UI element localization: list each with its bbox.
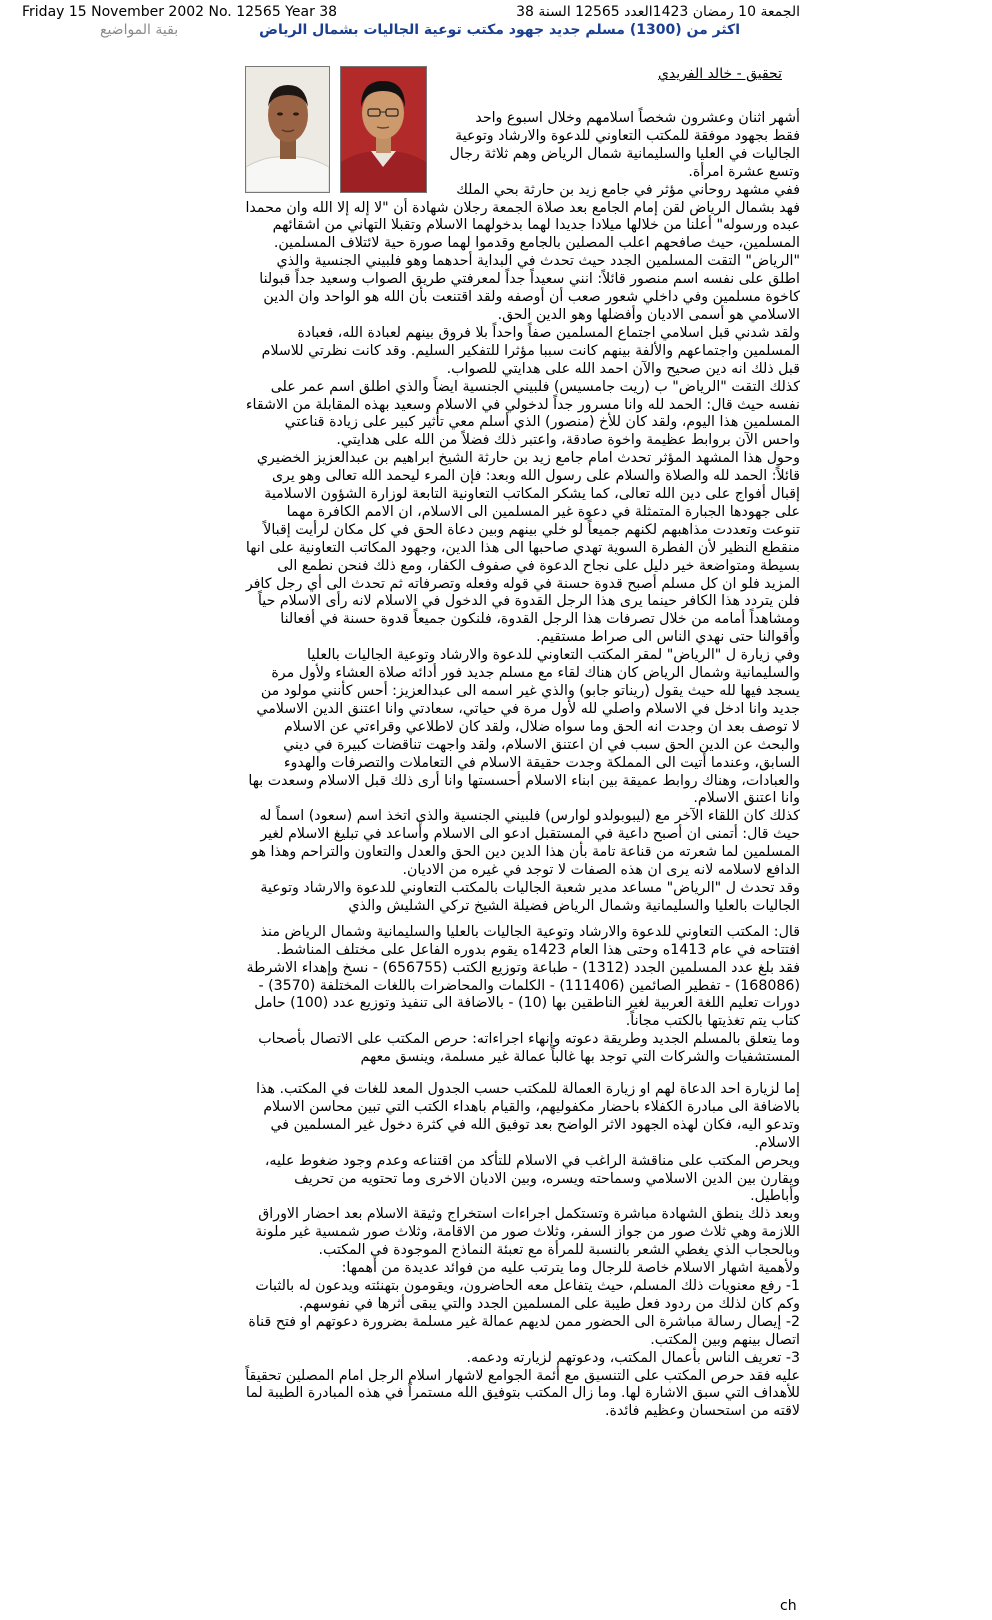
article-body <box>245 110 800 1421</box>
article-author: تحقيق - خالد الفريدي <box>657 66 782 82</box>
paragraph: ولأهمية اشهار الاسلام خاصة للرجال وما يترتب عليه من فوائد عديدة من أهمها: <box>341 1260 800 1277</box>
more-topics-link[interactable]: بقية المواضيع <box>100 22 179 38</box>
date-english: Friday 15 November 2002 No. 12565 Year 38 <box>22 4 338 20</box>
paragraph: إما لزيارة احد الدعاة لهم او زيارة العمالة للمكتب حسب الجدول المعد للغات في المكتب. هذا بالاضافة الى مبادرة الكفلاء باحضار مكفوليهم، والقيام باهداء الكتب التي تبين محاسن الاسلام وتدعو اليه، فكان لهذه الجهود الاثر الواضح بعد توفيق الله في كثرة دخول غير المسلمين في الاسلام. <box>256 1081 800 1151</box>
paragraph: فقد بلغ عدد المسلمين الجدد (1312) - طباعة وتوزيع الكتب (656755) - نسخ وإهداء الاشرطة (168086) - تفطير الصائمين (111406) - الكلمات والمحاضرات باللغات المختلفة (3570) - دورات تعليم اللغة العربية لغير الناطقين بها (10) - بالاضافة الى تنفيذ وتوزيع عدد (100) حامل كتاب يتم تغذيتها بالكتب مجاناً. <box>246 959 800 1030</box>
masthead-row <box>0 4 800 22</box>
paragraph: ففي مشهد روحاني مؤثر في جامع زيد بن حارثة بحي الملك فهد بشمال الرياض لقن إمام الجامع بعد صلاة الجمعة رجلان شهادة أن "لا إله إلا الله وان محمدا عبده ورسوله" أعلنا من خلالها ميلادا جديدا لهما بدخولهما الاسلام وتقبلا التهاني من اشقائهم المسلمين، حيث صافحهم اعلب المصلين بالجامع وقدموا لهما صورة حية لائتلاف المسلمين. <box>245 181 800 252</box>
paragraph: "الرياض" التقت المسلمين الجدد حيث تحدث في البداية أحدهما وهو فلبيني الجنسية والذي اطلق على نفسه اسم منصور قائلاً: انني سعيداً جداً لمعرفتي طريق الصواب وسعيد جداً قبولنا كاخوة مسلمين وفي داخلي شعور صعب أن أوصفه ولقد اقتنعت بأن الله هو الواحد وان الدين الاسلامي هو أسمى الاديان وأفضلها وهو الدين الحق. <box>259 253 800 323</box>
paragraph: كذلك كان اللقاء الآخر مع (ليبوبولدو لوارس) فلبيني الجنسية والذي اتخذ اسم (سعود) اسماً له حيث قال: أتمنى ان أصبح داعية في المستقبل ادعو الى الاسلام وأساعد في تبليغ الاسلام لغير المسلمين لما شعرته من قناعة تامة بأن هذا الدين دين الحق والعدل والتعاون والتراحم وهذا هو الدافع لاسلامه لانه يرى ان هذه الصفات لا توجد في غيره من الاديان. <box>251 808 800 879</box>
paragraph: أشهر اثنان وعشرون شخصاً اسلامهم وخلال اسبوع واحد فقط بجهود موفقة للمكتب التعاوني للدعوة والارشاد وتوعية الجاليات في العليا والسليمانية شمال الرياض وهم ثلاثة رجال وتسع عشرة امرأة. <box>449 110 800 180</box>
paragraph: وبعد ذلك ينطق الشهادة مباشرة وتستكمل اجراءات استخراج وثيقة الاسلام بعد احضار الاوراق اللازمة وهي ثلاث صور من جواز السفر، وثلاث صور من الاقامة، وثلاث صور شمسية غير ملونة وبالحجاب الذي يغطي الشعر بالنسبة للمرأة مع تعبئة النماذج الموجودة في المكتب. <box>255 1206 800 1259</box>
title-row <box>0 22 800 42</box>
editor-signature: ch <box>780 1598 797 1614</box>
list-item: 2- إيصال رسالة مباشرة الى الحضور ممن لديهم عمالة غير مسلمة بضرورة دعوتهم او فتح قناة اتصال بينهم وبين المكتب. <box>248 1313 800 1348</box>
list-item: 1- رفع معنويات ذلك المسلم، حيث يتفاعل معه الحاضرون، ويقومون بتهنئته ويدعون له بالثبات وكم كان لذلك من ردود فعل طيبة على المسلمين الجدد والتي يبقى أثرها في نفوسهم. <box>255 1278 800 1312</box>
paragraph: ويحرص المكتب على مناقشة الراغب في الاسلام للتأكد من اقتناعه وعدم وجود ضغوط عليه، ويقارن بين الدين الاسلامي وسماحته ويسره، وبين الاديان الاخرى وما تحتويه من تحريف وأباطيل. <box>264 1152 800 1205</box>
paragraph: وفي زيارة ل "الرياض" لمقر المكتب التعاوني للدعوة والارشاد وتوعية الجاليات بالعليا والسليمانية وشمال الرياض كان هناك لقاء مع مسلم جديد فور أدائه صلاة العشاء ولأول مرة يسجد فيها لله حيث يقول (ريناتو جابو) والذي غير اسمه الى عبدالعزيز: أحس كأنني مولود من جديد وانا ادخل في الاسلام واصلي لله لأول مرة في حياتي، سعادتي وانا اعتنق الدين الاسلامي لا توصف بعد ان وجدت انه الحق وما سواه ضلال، ولقد كان لاطلاعي وقراءتي عن الاسلام والبحث عن الدين الحق سبب في ان اعتنق الاسلام، ولقد واجهت تناقضات كبيرة في ديني السابق، وعندما أتيت الى المملكة وجدت حقيقة الاسلام في التعاملات والتصرفات والهدوء والعبادات، وهناك روابط عميقة بين ابناء الاسلام أحسستها وانا أرى ذلك قبل الاسلام وسعدت بها وانا اعتنق الاسلام. <box>248 647 800 807</box>
photo-float-spacer <box>245 110 445 190</box>
paragraph: قال: المكتب التعاوني للدعوة والارشاد وتوعية الجاليات بالعليا والسليمانية وشمال الرياض منذ افتتاحه في عام 1413ه وحتى هذا العام 1423ه يقوم بدوره الفاعل على مختلف المناشط. <box>260 923 800 958</box>
paragraph: عليه فقد حرص المكتب على التنسيق مع أئمة الجوامع لاشهار اسلام الرجل امام المصلين تحقيقاً للأهداف التي سبق الاشارة لها. وما زال المكتب بتوفيق الله مستمراً في هذه المبادرة الطيبة لما لاقته من استحسان وعظيم فائدة. <box>245 1367 800 1420</box>
date-arabic: الجمعة 10 رمضان 1423العدد 12565 السنة 38 <box>516 4 800 20</box>
paragraph: وقد تحدث ل "الرياض" مساعد مدير شعبة الجاليات بالمكتب التعاوني للدعوة والارشاد وتوعية الجاليات بالعليا والسليمانية وشمال الرياض فضيلة الشيخ تركي الشليش والذي <box>260 879 800 914</box>
paragraph: وما يتعلق بالمسلم الجديد وطريقة دعوته وإنهاء اجراءاته: حرص المكتب على الاتصال بأصحاب المستشفيات والشركات التي توجد بها غالباً عمالة غير مسلمة، وينسق معهم <box>258 1031 800 1066</box>
article-title: اكثر من (1300) مسلم جديد جهود مكتب توعية الجاليات بشمال الرياض <box>259 22 740 38</box>
list-item: 3- تعريف الناس بأعمال المكتب، ودعوتهم لزيارته ودعمه. <box>466 1349 800 1366</box>
paragraph: وحول هذا المشهد المؤثر تحدث امام جامع زيد بن حارثة الشيخ ابراهيم بن عبدالعزيز الخضيري قائلاً: الحمد لله والصلاة والسلام على رسول الله وبعد: فإن المرء ليحمد الله تعالى وهو يرى إقبال أفواج على دين الله تعالى، كما يشكر المكاتب التعاونية التابعة لوزارة الشؤون الاسلامية على جهودها الجبارة المتمثلة في دعوة غير المسلمين الى الاسلام، ان الامم الكافرة مهما تنوعت وتعددت مذاهبهم لكنهم جميعاً لو خلي بينهم وبين دعاة الحق في كل مكان لرأيت إقبالاً منقطع النظير لأن الفطرة السوية تهدي صاحبها الى هذا الدين، وجهود المكاتب التعاونية على انها بسيطة ومتواضعة خير دليل على نجاح الدعوة في صفوف الكفار، ومع ذلك فنحن نطمع الى المزيد فلو ان كل مسلم أصبح قدوة حسنة في قوله وفعله وتصرفاته ثم تحدث الى أي رجل كافر فلن يتردد هذا الكافر حينما يرى هذا الرجل القدوة في الدخول في الاسلام لانه رأى الاسلام حياً ومشاهداً أمامه من خلال تصرفات هذا الرجل القدوة، فلنكون جميعاً قدوة حسنة في أفعالنا وأقوالنا حتى نهدي الناس الى صراط مستقيم. <box>245 450 800 646</box>
paragraph: كذلك التقت "الرياض" ب (ريت جامسيس) فلبيني الجنسية ايضاً والذي اطلق اسم عمر على نفسه حيث قال: الحمد لله وانا مسرور جداً لدخولي في الاسلام وسعيد بهذه المقابلة من الاشقاء المسلمين هذا اليوم، ولقد كان للأخ (منصور) الذي أسلم معي تأثير كبير على زيادة قناعتي واحس الآن بروابط عظيمة واخوة صادقة، واعتبر ذلك فضلاً من الله على هدايتي. <box>245 378 800 449</box>
paragraph: ولقد شدني قبل اسلامي اجتماع المسلمين صفاً واحداً بلا فروق بينهم لعبادة الله، فعبادة المسلمين واجتماعهم والألفة بينهم كانت سببا مؤثرا للتفكير السليم. وقد كانت نظرتي للاسلام قبل ذلك انه دين صحيح والآن احمد الله على هدايتي للصواب. <box>261 324 800 377</box>
